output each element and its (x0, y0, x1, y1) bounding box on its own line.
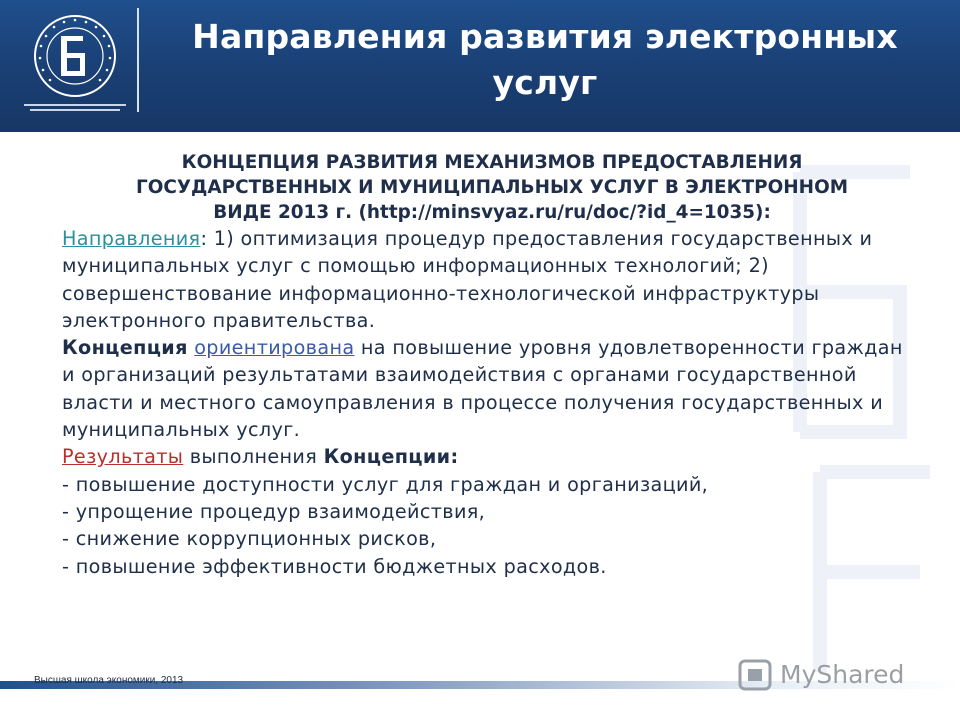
slide-header (0, 0, 960, 132)
footer-text: Высшая школа экономики, 2013 (34, 675, 184, 686)
results-concept-label: Концепции: (323, 445, 459, 469)
concept-label: Концепция (62, 336, 188, 360)
oriented-link[interactable]: ориентирована (194, 336, 355, 360)
concept-paragraph (62, 334, 922, 443)
header-divider (137, 8, 139, 112)
list-item: - повышение эффективности бюджетных расходов. (62, 554, 607, 578)
results-paragraph (62, 443, 922, 470)
slide-title (150, 14, 940, 106)
heading-line-1: КОНЦЕПЦИЯ РАЗВИТИЯ МЕХАНИЗМОВ ПРЕДОСТАВЛЕНИЯ (181, 152, 803, 173)
list-item: - снижение коррупционных рисков, (62, 527, 437, 551)
title-line-1: Направления развития электронных (192, 17, 898, 56)
results-mid-text: выполнения (183, 445, 324, 469)
title-line-2: услуг (492, 63, 598, 102)
concept-text: на повышение уровня удовлетворенности граждан и организаций результатами взаимодействия с органами государственной власти и местного самоуправления в процессе получения государственных и муниципальных услуг. (62, 336, 903, 442)
myshared-watermark-text: MyShared (780, 660, 905, 689)
directions-text: : 1) оптимизация процедур предоставления государственных и муниципальных услуг с помощью информационных технологий; 2) совершенствование информационно-технологической инфраструктуры электронного правительства. (62, 227, 873, 332)
list-item: - повышение доступности услуг для граждан и организаций, (62, 472, 709, 496)
concept-heading (62, 150, 922, 225)
slide-body (62, 150, 922, 580)
results-list (62, 471, 922, 580)
list-item: - упрощение процедур взаимодействия, (62, 499, 486, 523)
heading-line-3: ВИДЕ 2013 г. (http://minsvyaz.ru/ru/doc/?id_4=1035): (213, 202, 771, 223)
heading-line-2: ГОСУДАРСТВЕННЫХ И МУНИЦИПАЛЬНЫХ УСЛУГ В ЭЛЕКТРОННОМ (135, 177, 849, 198)
university-logo (14, 8, 136, 120)
directions-link[interactable]: Направления (62, 227, 201, 250)
results-link[interactable]: Результаты (62, 445, 184, 469)
directions-paragraph (62, 225, 922, 334)
